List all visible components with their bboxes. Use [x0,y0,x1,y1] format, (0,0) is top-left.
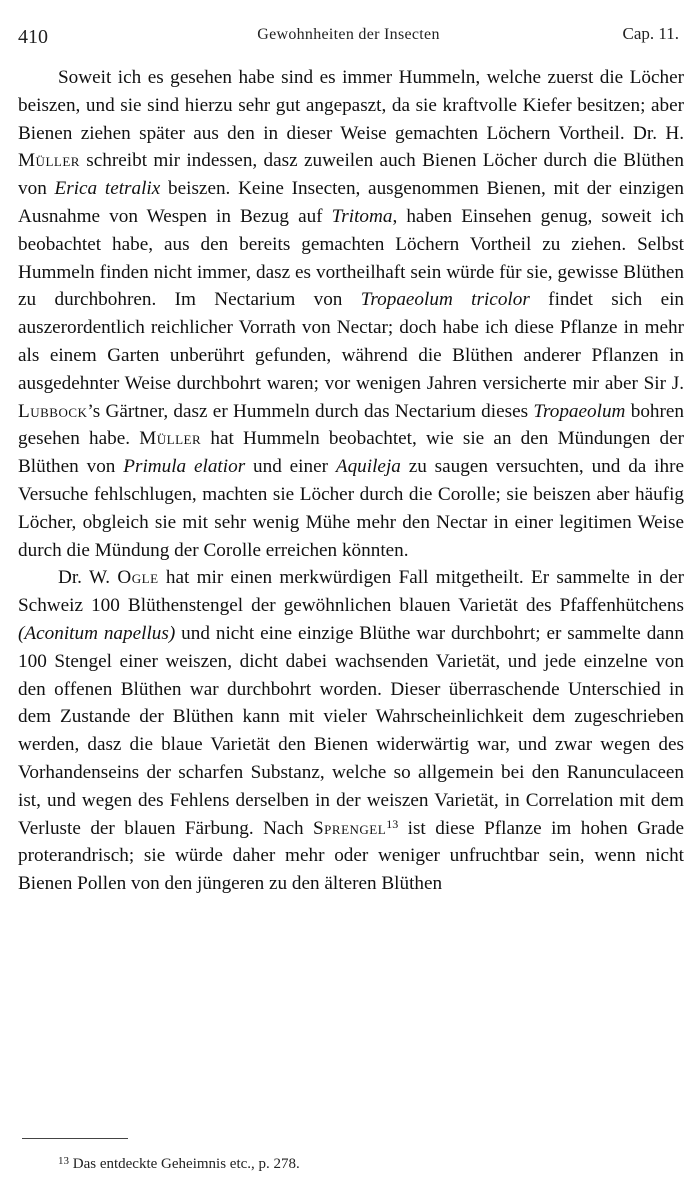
body-text [18,64,684,898]
footnote-number: 13 [58,1155,69,1167]
text-run: hat Hummeln beobachtet, wie sie an den Mündungen der Blüthen von [18,428,684,478]
text-run: schreibt mir indessen, dasz zuweilen auch Bienen Löcher durch die Blüthen von [18,150,684,200]
paragraph-2 [18,564,684,898]
text-run: ist diese Pflanze im hohen Grade proterandrisch; sie würde daher mehr oder weniger unfruchtbar sein, wenn nicht Bienen Pollen von den jüngeren zu den älteren Blüthen [18,817,685,895]
text-run: zu saugen versuchten, und da ihre Versuche fehlschlugen, machten sie Löcher durch die Corolle; sie beiszen aber häufig Löcher, obgleich sie mit sehr wenig Mühe mehr den Nectar in einer legitimen Weise durch die Mündung der Corolle erreichen könnten. [18,456,684,561]
species-name: Tropaeolum tricolor [360,289,530,311]
page-header [18,22,679,52]
author-name-mueller: Müller [139,428,202,450]
running-title: Gewohnheiten der Insecten [257,26,440,43]
text-run: ’s Gärtner, dasz er Hummeln durch das Nectarium dieses [87,400,534,422]
author-name-lubbock: Lubbock [18,400,88,422]
text-run: Dr. W. [58,567,118,589]
text-run: und nicht eine einzige Blüthe war durchbohrt; er sammelte dann 100 Stengel einer weiszen, dicht dabei wachsenden Varietät, und jede einzelne von den offenen Blüthen war durchbohrt worden. Dieser überraschende Unterschied in dem Zustande der Blüthen kann mit vieler Wahrscheinlichkeit dem zugeschrieben werden, dasz die blaue Varietät den Bienen widerwärtig war, und zwar wegen des Vorhandenseins der scharfen Substanz, welche so allgemein bei den Ranunculaceen ist, und wegen des Fehlens derselben in der weiszen Varietät, in Correlation mit dem Verluste der blauen Färbung. Nach [18,622,684,839]
text-run: bohren gesehen habe. [18,400,684,450]
species-name: Tropaeolum [533,400,626,422]
text-run: findet sich ein auszerordentlich reichlicher Vorrath von Nectar; doch habe ich diese Pflanze in mehr als einem Garten unberührt gefunden, während die Blüthen anderer Pflanzen in ausgedehnter Weise durchbohrt waren; vor wenigen Jahren versicherte mir aber Sir J. [18,289,685,394]
paragraph-1 [18,64,684,564]
species-name: Primula elatior [123,456,246,478]
author-name-ogle: Ogle [117,567,159,589]
footnote-divider [22,1138,128,1139]
species-name: Tritoma [331,205,393,227]
footnote-reference: 13 [386,816,399,831]
text-run: hat mir einen merkwürdigen Fall mitgetheilt. Er sammelte in der Schweiz 100 Blüthenstengel der gewöhnlichen blauen Varietät des Pfaffenhütchens [18,567,684,617]
species-name: Erica tetralix [54,178,161,200]
species-name: (Aconitum napellus) [18,622,176,644]
footnote [58,1156,300,1173]
page-number: 410 [18,26,48,48]
text-run: Soweit ich es gesehen habe sind es immer Hummeln, welche zuerst die Löcher beiszen, und sie sind hierzu sehr gut angepaszt, da sie kraftvolle Kiefer besitzen; aber Bienen ziehen später aus den in dieser Weise gemachten Löchern Vortheil. Dr. H. [18,67,684,144]
author-name-sprengel: Sprengel [313,817,387,839]
text-run: beiszen. Keine Insecten, ausgenommen Bienen, mit der einzigen Ausnahme von Wespen in Bezug auf [18,178,685,227]
text-run: und einer [245,456,336,478]
text-run: , haben Einsehen genug, soweit ich beobachtet habe, aus den bereits gemachten Löchern Vortheil zu ziehen. Selbst Hummeln finden nicht immer, dasz es vortheilhaft sein würde für sie, gewisse Blüthen zu durchbohren. Im Nectarium von [18,205,684,311]
author-name-mueller: Müller [18,150,80,172]
footnote-text: Das entdeckte Geheimnis etc., p. 278. [69,1156,300,1172]
chapter-label: Cap. 11. [622,24,679,43]
species-name: Aquileja [335,456,401,478]
